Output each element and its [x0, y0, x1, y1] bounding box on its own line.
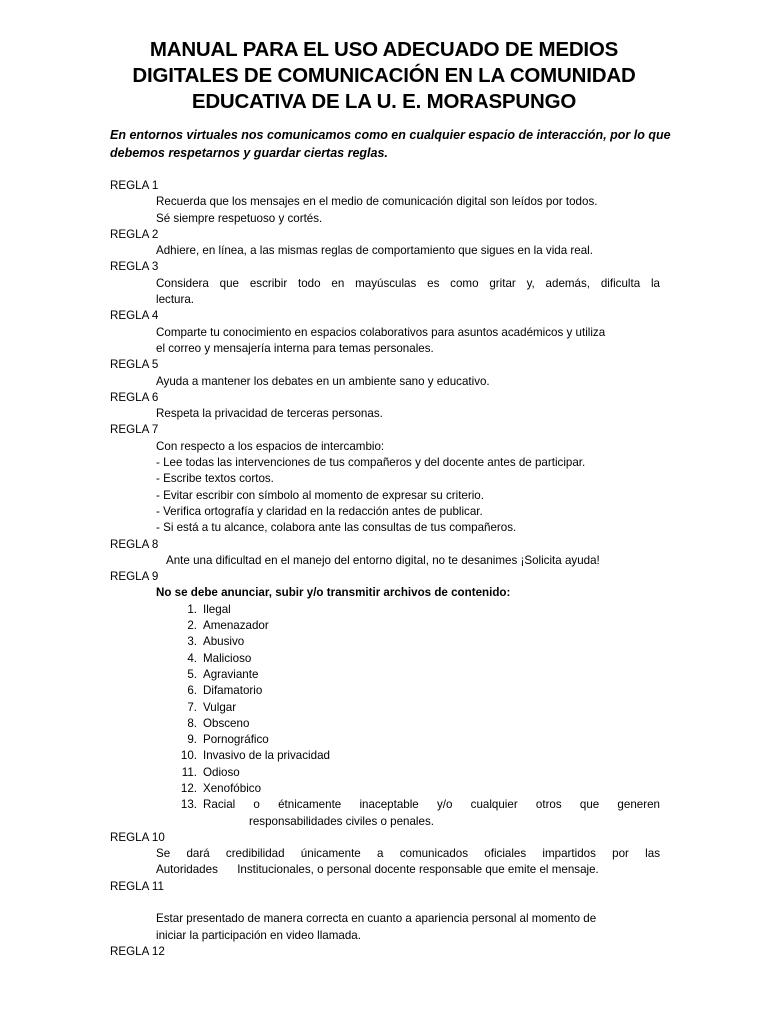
rule-1-text: Recuerda que los mensajes en el medio de comunicación digital son leídos por todos.: [156, 195, 598, 209]
rule-10-label: REGLA 10: [110, 830, 165, 844]
rule-5-label: REGLA 5: [110, 358, 159, 372]
rule-2-text: Adhiere, en línea, a las mismas reglas de comportamiento que sigues en la vida real.: [156, 244, 593, 258]
list-text: Vulgar: [203, 700, 237, 714]
document-title: [60, 37, 708, 115]
rule-9-heading: No se debe anunciar, subir y/o transmitir archivos de contenido:: [156, 586, 511, 600]
list-number: 11.: [181, 765, 197, 779]
list-item: [156, 700, 660, 716]
rule-1-label: REGLA 1: [110, 179, 159, 192]
list-text: Obsceno: [203, 716, 250, 730]
list-item: [156, 618, 660, 634]
list-text: Amenazador: [203, 619, 269, 633]
list-item: [156, 683, 660, 699]
rule-7-bullet: - Verifica ortografía y claridad en la redacción antes de publicar.: [156, 504, 483, 518]
list-item: [156, 781, 660, 797]
rule-3-label: REGLA 3: [110, 260, 159, 274]
list-item: [156, 797, 660, 813]
rule-3-text: Considera que escribir todo en mayúsculas es como gritar y, además, dificulta la: [156, 276, 660, 290]
title-line: MANUAL PARA EL USO ADECUADO DE MEDIOS: [149, 38, 619, 61]
list-number: 6.: [187, 684, 197, 698]
rule-2-label: REGLA 2: [110, 227, 159, 241]
rule-8-text: Ante una dificultad en el manejo del entorno digital, no te desanimes ¡Solicita ayuda!: [166, 553, 600, 567]
list-item: [156, 748, 660, 764]
rule-1-text: Sé siempre respetuoso y cortés.: [156, 211, 323, 225]
title-line: DIGITALES DE COMUNICACIÓN EN LA COMUNIDAD: [132, 64, 636, 87]
list-number: 4.: [187, 651, 197, 665]
rule-7-bullet: - Escribe textos cortos.: [156, 472, 274, 486]
rule-7-label: REGLA 7: [110, 423, 159, 437]
list-number: 7.: [187, 700, 197, 714]
rule-4-text: Comparte tu conocimiento en espacios colaborativos para asuntos académicos y utiliza: [156, 325, 606, 339]
intro-line: En entornos virtuales nos comunicamos como en cualquier espacio de interacción, por lo que: [110, 128, 671, 142]
list-text: Agraviante: [203, 667, 259, 681]
list-item: [156, 716, 660, 732]
list-item: [156, 732, 660, 748]
list-number: 3.: [187, 635, 197, 649]
rule-11-text: Estar presentado de manera correcta en cuanto a apariencia personal al momento de: [156, 912, 597, 926]
list-number: 10.: [180, 749, 197, 763]
list-item: [156, 602, 660, 618]
rule-11-text: iniciar la participación en video llamada.: [156, 928, 361, 942]
list-text: Abusivo: [203, 635, 245, 649]
intro-paragraph: [110, 126, 671, 162]
rule-7-bullet: - Si está a tu alcance, colabora ante las consultas de tus compañeros.: [156, 521, 517, 535]
rule-12-label: REGLA 12: [110, 944, 165, 958]
rule-9-label: REGLA 9: [110, 570, 159, 584]
list-text: Difamatorio: [203, 684, 263, 698]
blank-line: [110, 895, 660, 911]
list-item: [156, 765, 660, 781]
rule-10-text: Autoridades Institucionales, o personal docente responsable que emite el mensaje.: [156, 863, 599, 877]
rule-7-text: Con respecto a los espacios de intercambio:: [156, 439, 385, 453]
rule-6-text: Respeta la privacidad de terceras personas.: [156, 407, 383, 421]
list-number: 8.: [187, 716, 197, 730]
list-number: 13.: [180, 798, 197, 812]
rule-10-text: Se dará credibilidad únicamente a comunicados oficiales impartidos por las: [156, 847, 660, 861]
rules-list: [110, 178, 660, 960]
rule-5-text: Ayuda a mantener los debates en un ambiente sano y educativo.: [156, 374, 490, 388]
list-text: Ilegal: [203, 602, 231, 616]
list-number: 2.: [187, 619, 197, 633]
rule-4-label: REGLA 4: [110, 309, 159, 323]
list-number: 9.: [187, 733, 197, 747]
list-text: Racial o étnicamente inaceptable y/o cualquier otros que generen: [203, 798, 660, 812]
rule-7-bullet: - Evitar escribir con símbolo al momento de expresar su criterio.: [156, 488, 484, 502]
list-item: [156, 651, 660, 667]
list-text: Invasivo de la privacidad: [203, 749, 330, 763]
rule-9-numbered-list: [110, 602, 660, 830]
rule-4-text: el correo y mensajería interna para temas personales.: [156, 341, 434, 355]
rule-6-label: REGLA 6: [110, 390, 159, 404]
rule-3-text: lectura.: [156, 293, 195, 307]
rule-8-label: REGLA 8: [110, 537, 159, 551]
list-number: 1.: [187, 602, 197, 616]
list-item-continuation: responsabilidades civiles o penales.: [249, 814, 434, 828]
rule-7-bullet: - Lee todas las intervenciones de tus compañeros y del docente antes de participar.: [156, 456, 586, 470]
list-item: [156, 634, 660, 650]
intro-line: debemos respetarnos y guardar ciertas reglas.: [110, 146, 388, 160]
list-item: [156, 667, 660, 683]
list-number: 12.: [180, 781, 197, 795]
rule-11-label: REGLA 11: [110, 879, 164, 893]
title-line: EDUCATIVA DE LA U. E. MORASPUNGO: [191, 90, 577, 113]
list-text: Pornográfico: [203, 733, 269, 747]
list-text: Xenofóbico: [203, 781, 262, 795]
list-text: Malicioso: [203, 651, 252, 665]
list-text: Odioso: [203, 765, 240, 779]
list-number: 5.: [187, 667, 197, 681]
